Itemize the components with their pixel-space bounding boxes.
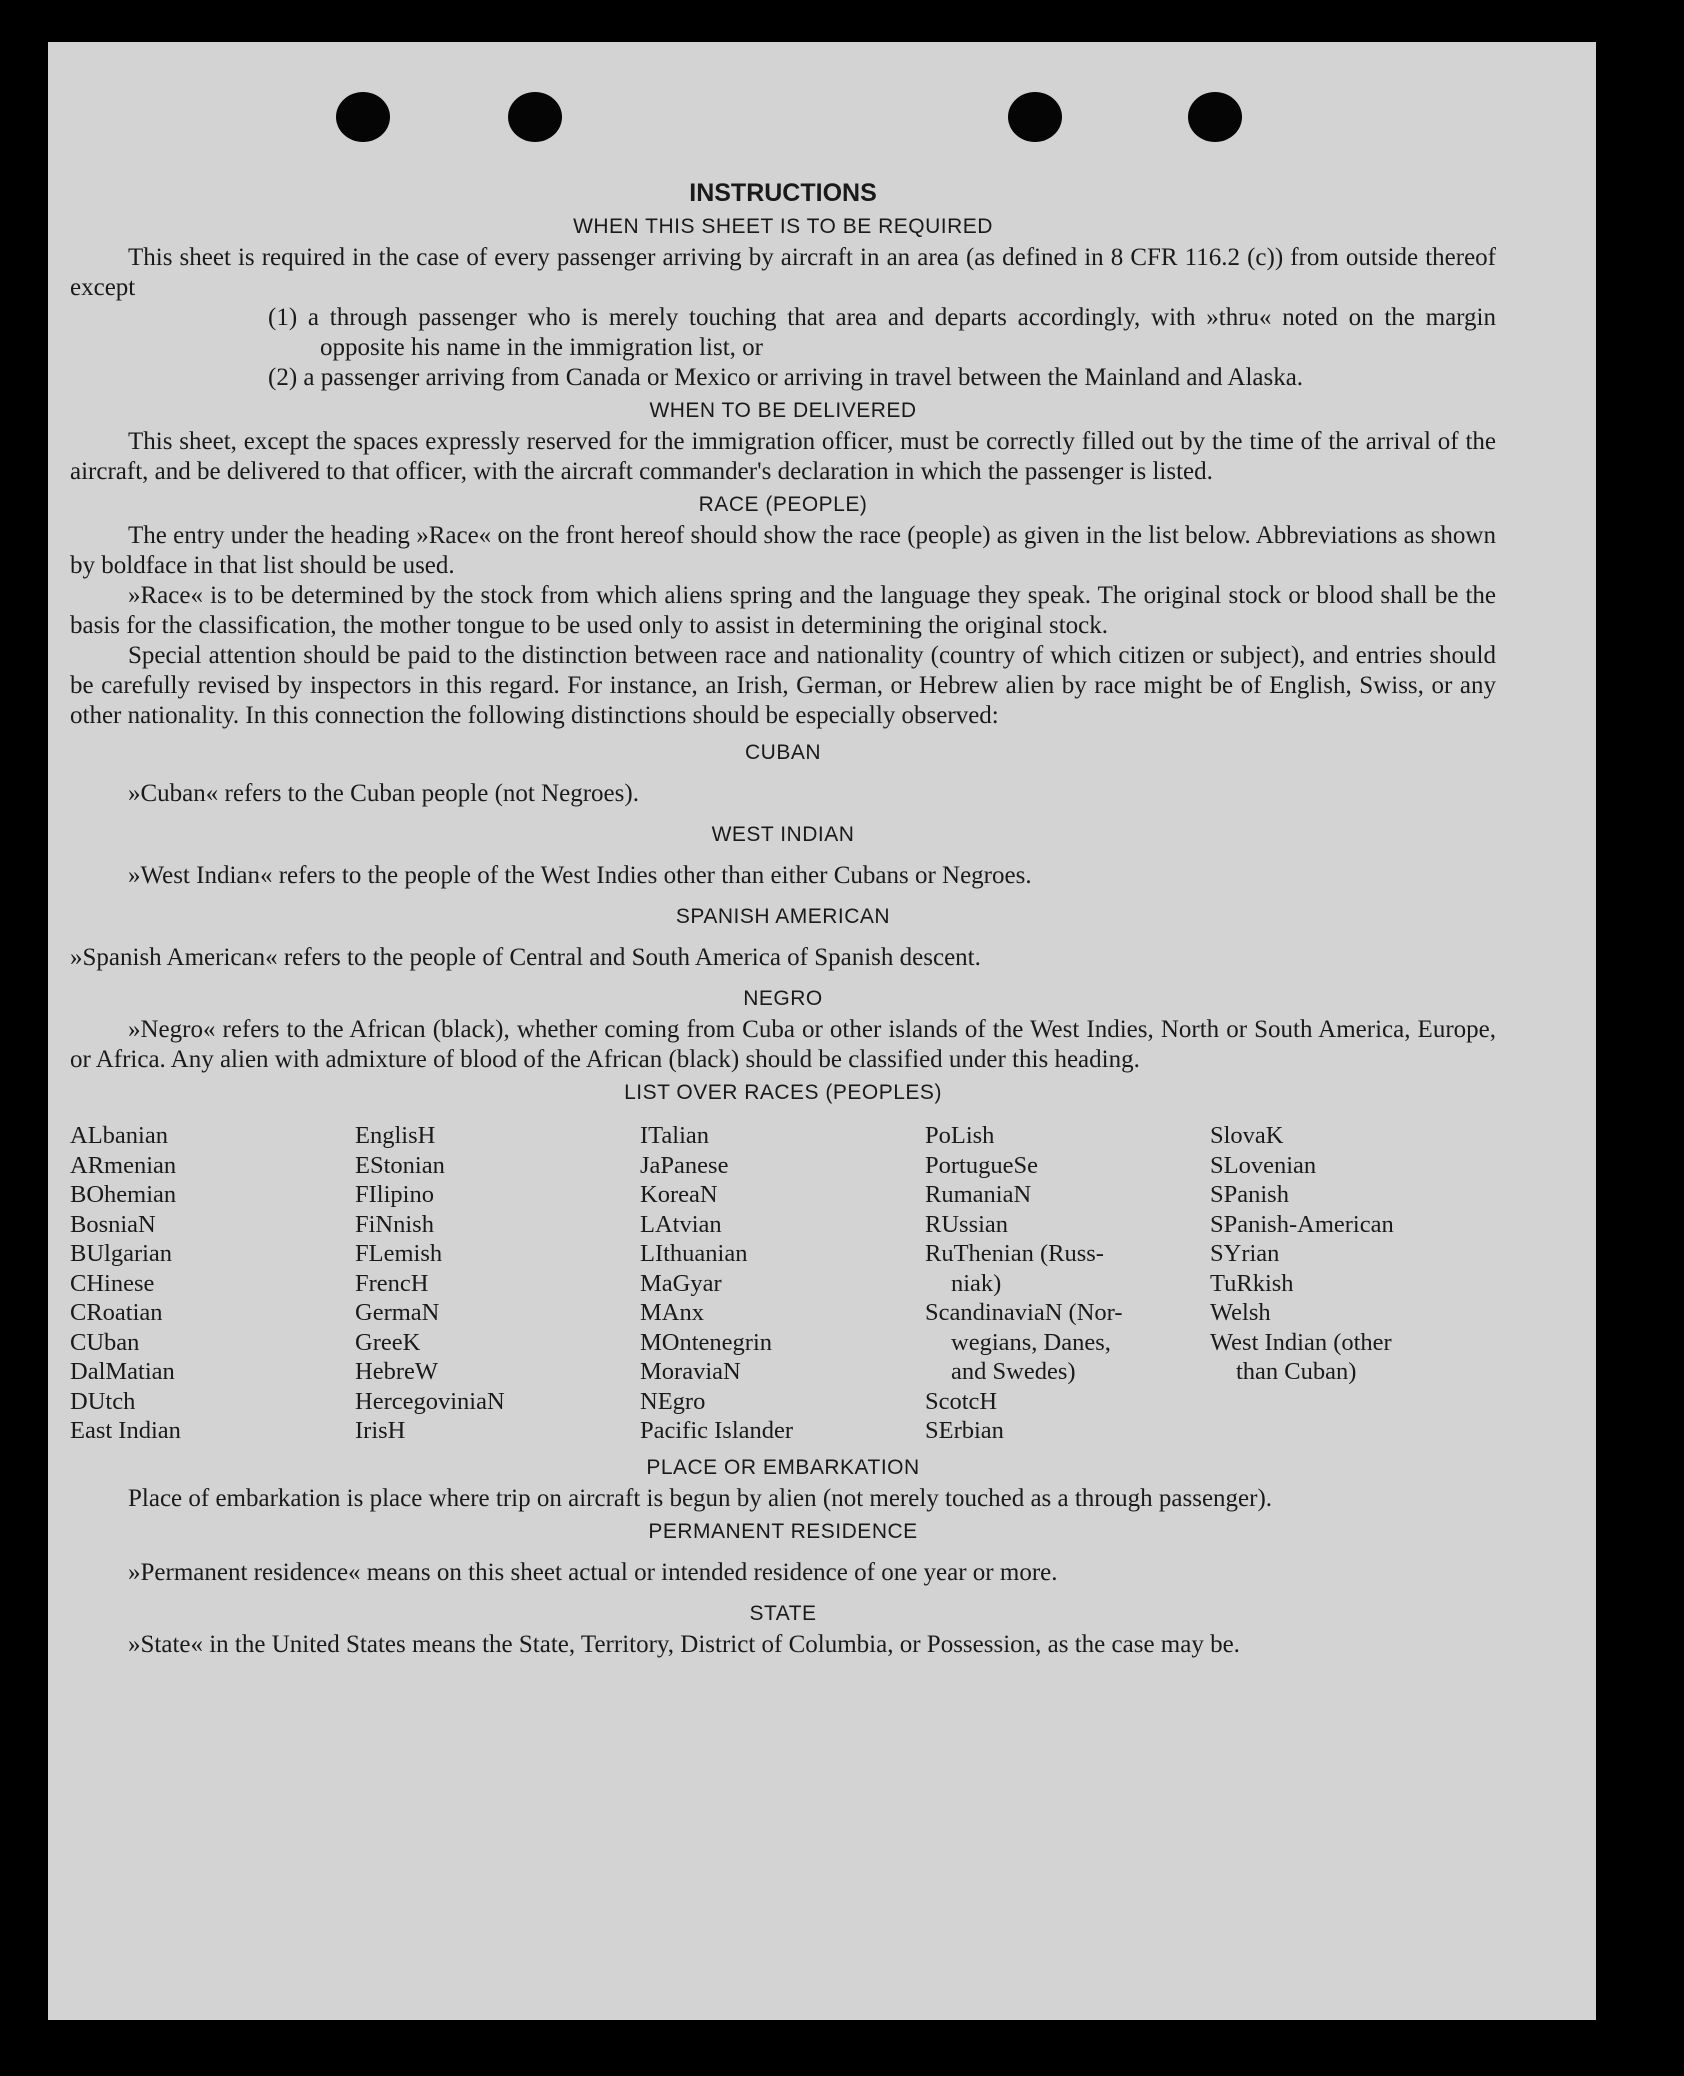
list-item: DUtch	[70, 1387, 136, 1415]
list-item: LAtvian	[640, 1210, 722, 1238]
list-item: ScotcH	[925, 1387, 998, 1415]
required-condition-1: (1) a through passenger who is merely touching that area and departs accordingly, with »thru« noted on the margin opposite his name in the immigration list, or	[268, 304, 1496, 361]
section-heading-residence: PERMANENT RESIDENCE	[648, 1519, 918, 1543]
race-paragraph-1: The entry under the heading »Race« on the front hereof should show the race (people) as given in the list below. Abbreviations as shown by boldface in that list should be used.	[70, 522, 1496, 579]
list-item: SlovaK	[1210, 1122, 1284, 1149]
list-item: ITalian	[640, 1122, 710, 1149]
punch-hole	[1008, 92, 1062, 142]
required-text: This sheet is required in the case of every passenger arriving by aircraft in an area (as defined in 8 CFR 116.2 (c)) from outside thereof except	[70, 244, 1496, 301]
list-item: CUban	[70, 1328, 140, 1356]
list-item: SErbian	[925, 1417, 1004, 1444]
punch-hole	[336, 92, 390, 142]
races-column-5	[1210, 1121, 1495, 1446]
races-list	[70, 1121, 1496, 1446]
list-item: Pacific Islander	[640, 1417, 794, 1444]
list-item: BOhemian	[70, 1181, 177, 1208]
list-item: GermaN	[355, 1299, 440, 1326]
list-item: GreeK	[355, 1328, 421, 1356]
races-column-4	[925, 1121, 1210, 1446]
section-heading-cuban: CUBAN	[744, 741, 821, 764]
embarkation-text: Place of embarkation is place where trip on aircraft is begun by alien (not merely touched as a through passenger).	[128, 1484, 1273, 1512]
list-item: SYrian	[1210, 1240, 1280, 1267]
list-item: CRoatian	[70, 1299, 163, 1326]
list-item: HebreW	[355, 1358, 438, 1385]
list-item: EStonian	[355, 1151, 445, 1179]
list-item: MOntenegrin	[640, 1328, 772, 1356]
list-item: West Indian (other	[1210, 1328, 1392, 1356]
races-column-3	[640, 1121, 925, 1446]
list-item: ARmenian	[70, 1151, 177, 1179]
list-item: MaGyar	[640, 1269, 722, 1297]
races-column-2	[355, 1121, 640, 1446]
document-sheet	[48, 42, 1596, 2020]
list-item: TuRkish	[1210, 1269, 1294, 1297]
required-condition-2: (2) a passenger arriving from Canada or Mexico or arriving in travel between the Mainland and Alaska.	[268, 364, 1304, 391]
instructions-body	[70, 177, 1496, 1660]
section-heading-spanish-american: SPANISH AMERICAN	[675, 905, 891, 928]
list-item: FLemish	[355, 1240, 443, 1267]
list-item: wegians, Danes,	[951, 1328, 1111, 1356]
list-item: PortugueSe	[925, 1151, 1038, 1179]
list-item: ScandinaviaN (Nor-	[925, 1299, 1123, 1326]
delivered-text: This sheet, except the spaces expressly reserved for the immigration officer, must be correctly filled out by the time of the arrival of the aircraft, and be delivered to that officer, with the aircraft commander's declaration in which the passenger is listed.	[70, 428, 1496, 485]
section-heading-race: RACE (PEOPLE)	[698, 493, 868, 516]
list-item: FIlipino	[355, 1181, 434, 1208]
list-item: ALbanian	[70, 1122, 168, 1149]
list-item: BUlgarian	[70, 1240, 173, 1267]
list-item: HercegoviniaN	[355, 1387, 505, 1415]
race-paragraph-3: Special attention should be paid to the distinction between race and nationality (country of which citizen or subject), and entries should be carefully revised by inspectors in this regard. For instance, an Irish, German, or Hebrew alien by race might be of English, Swiss, or any other nationality. In this connection the following distinctions should be especially observed:	[70, 642, 1496, 729]
race-paragraph-2: »Race« is to be determined by the stock from which aliens spring and the language they speak. The original stock or blood shall be the basis for the classification, the mother tongue to be used only to assist in determining the original stock.	[70, 582, 1496, 639]
list-item: SPanish	[1210, 1181, 1289, 1208]
list-item: RuThenian (Russ-	[925, 1240, 1104, 1267]
list-item: KoreaN	[640, 1181, 718, 1208]
list-item: FiNnish	[355, 1210, 434, 1238]
section-heading-races-list: LIST OVER RACES (PEOPLES)	[624, 1081, 942, 1104]
page-title: INSTRUCTIONS	[689, 179, 877, 207]
negro-text: »Negro« refers to the African (black), whether coming from Cuba or other islands of the West Indies, North or South America, Europe, or Africa. Any alien with admixture of blood of the African (black) should be classified under this heading.	[70, 1016, 1496, 1073]
punch-hole	[1188, 92, 1242, 142]
list-item: MAnx	[640, 1299, 704, 1326]
list-item: niak)	[951, 1269, 1002, 1297]
residence-text: »Permanent residence« means on this sheet actual or intended residence of one year or more.	[128, 1558, 1058, 1586]
list-item: NEgro	[640, 1387, 706, 1415]
list-item: DalMatian	[70, 1358, 175, 1385]
list-item: RUssian	[925, 1210, 1009, 1238]
list-item: and Swedes)	[951, 1358, 1076, 1385]
list-item: SLovenian	[1210, 1151, 1317, 1179]
list-item: LIthuanian	[640, 1240, 748, 1267]
punch-hole	[508, 92, 562, 142]
section-heading-delivered: WHEN TO BE DELIVERED	[649, 399, 917, 422]
section-heading-state: STATE	[749, 1601, 817, 1625]
list-item: BosniaN	[70, 1210, 156, 1238]
list-item: SPanish-American	[1210, 1210, 1394, 1238]
list-item: EnglisH	[355, 1122, 436, 1149]
section-heading-negro: NEGRO	[743, 987, 823, 1010]
list-item: MoraviaN	[640, 1358, 741, 1385]
list-item: JaPanese	[640, 1151, 729, 1179]
list-item: PoLish	[925, 1122, 995, 1149]
list-item: RumaniaN	[925, 1181, 1032, 1208]
cuban-text: »Cuban« refers to the Cuban people (not Negroes).	[128, 780, 639, 807]
list-item: CHinese	[70, 1269, 155, 1297]
state-text: »State« in the United States means the State, Territory, District of Columbia, or Possession, as the case may be.	[128, 1630, 1240, 1658]
section-heading-west-indian: WEST INDIAN	[711, 823, 855, 846]
races-column-1	[70, 1121, 355, 1446]
section-heading-required: WHEN THIS SHEET IS TO BE REQUIRED	[573, 215, 993, 238]
list-item: IrisH	[355, 1417, 406, 1444]
list-item: FrencH	[355, 1269, 429, 1297]
list-item: than Cuban)	[1236, 1358, 1357, 1385]
west-indian-text: »West Indian« refers to the people of the West Indies other than either Cubans or Negroes.	[128, 862, 1032, 889]
section-heading-embarkation: PLACE OR EMBARKATION	[646, 1455, 920, 1479]
list-item: Welsh	[1210, 1299, 1271, 1326]
list-item: East Indian	[70, 1417, 181, 1444]
spanish-american-text: »Spanish American« refers to the people of Central and South America of Spanish descent.	[70, 944, 981, 971]
